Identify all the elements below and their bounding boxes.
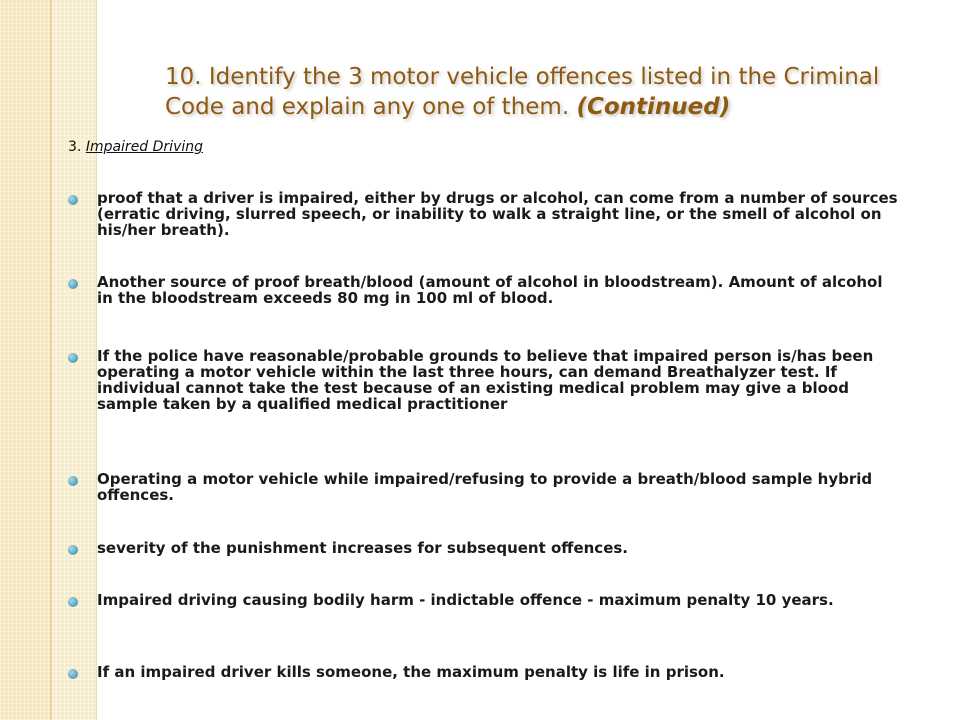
bullet-text: proof that a driver is impaired, either by drugs or alcohol, can come from a number of sources (erratic driving, slurred speech, or inability to walk a straight line, or the smell of alcohol on his/her breath). (97, 189, 898, 239)
subheading-number: 3. (68, 139, 82, 155)
bullet-item (66, 274, 906, 306)
bullet-dot-icon (68, 353, 78, 363)
bullet-item (66, 592, 906, 608)
slide-title (165, 62, 925, 122)
bullet-text: If the police have reasonable/probable grounds to believe that impaired person is/has been operating a motor vehicle within the last three hours, can demand Breathalyzer test. If individual cannot take the test because of an existing medical problem may give a blood sample taken by a qualified medical practitioner (97, 347, 874, 413)
bullet-dot-icon (68, 597, 78, 607)
bullet-item (66, 348, 906, 412)
bullet-dot-icon (68, 476, 78, 486)
slide-title-main: 10. Identify the 3 motor vehicle offences listed in the Criminal Code and explain any one of them. (165, 64, 880, 120)
bullet-text: severity of the punishment increases for subsequent offences. (97, 539, 628, 557)
bullet-text: If an impaired driver kills someone, the maximum penalty is life in prison. (97, 663, 725, 681)
bullet-item (66, 664, 906, 680)
bullet-dot-icon (68, 669, 78, 679)
decorative-side-strip (0, 0, 50, 720)
section-subheading (68, 139, 203, 155)
bullet-dot-icon (68, 545, 78, 555)
bullet-dot-icon (68, 279, 78, 289)
bullet-item (66, 471, 906, 503)
slide-title-continued: (Continued) (576, 94, 731, 120)
bullet-dot-icon (68, 195, 78, 205)
subheading-topic: Impaired Driving (85, 139, 204, 155)
bullet-text: Operating a motor vehicle while impaired/refusing to provide a breath/blood sample hybrid offences. (97, 470, 873, 504)
bullet-text: Impaired driving causing bodily harm - indictable offence - maximum penalty 10 years. (97, 591, 834, 609)
bullet-text: Another source of proof breath/blood (amount of alcohol in bloodstream). Amount of alcohol in the bloodstream exceeds 80 mg in 100 ml of blood. (97, 273, 883, 307)
bullet-item (66, 190, 906, 238)
bullet-item (66, 540, 906, 556)
